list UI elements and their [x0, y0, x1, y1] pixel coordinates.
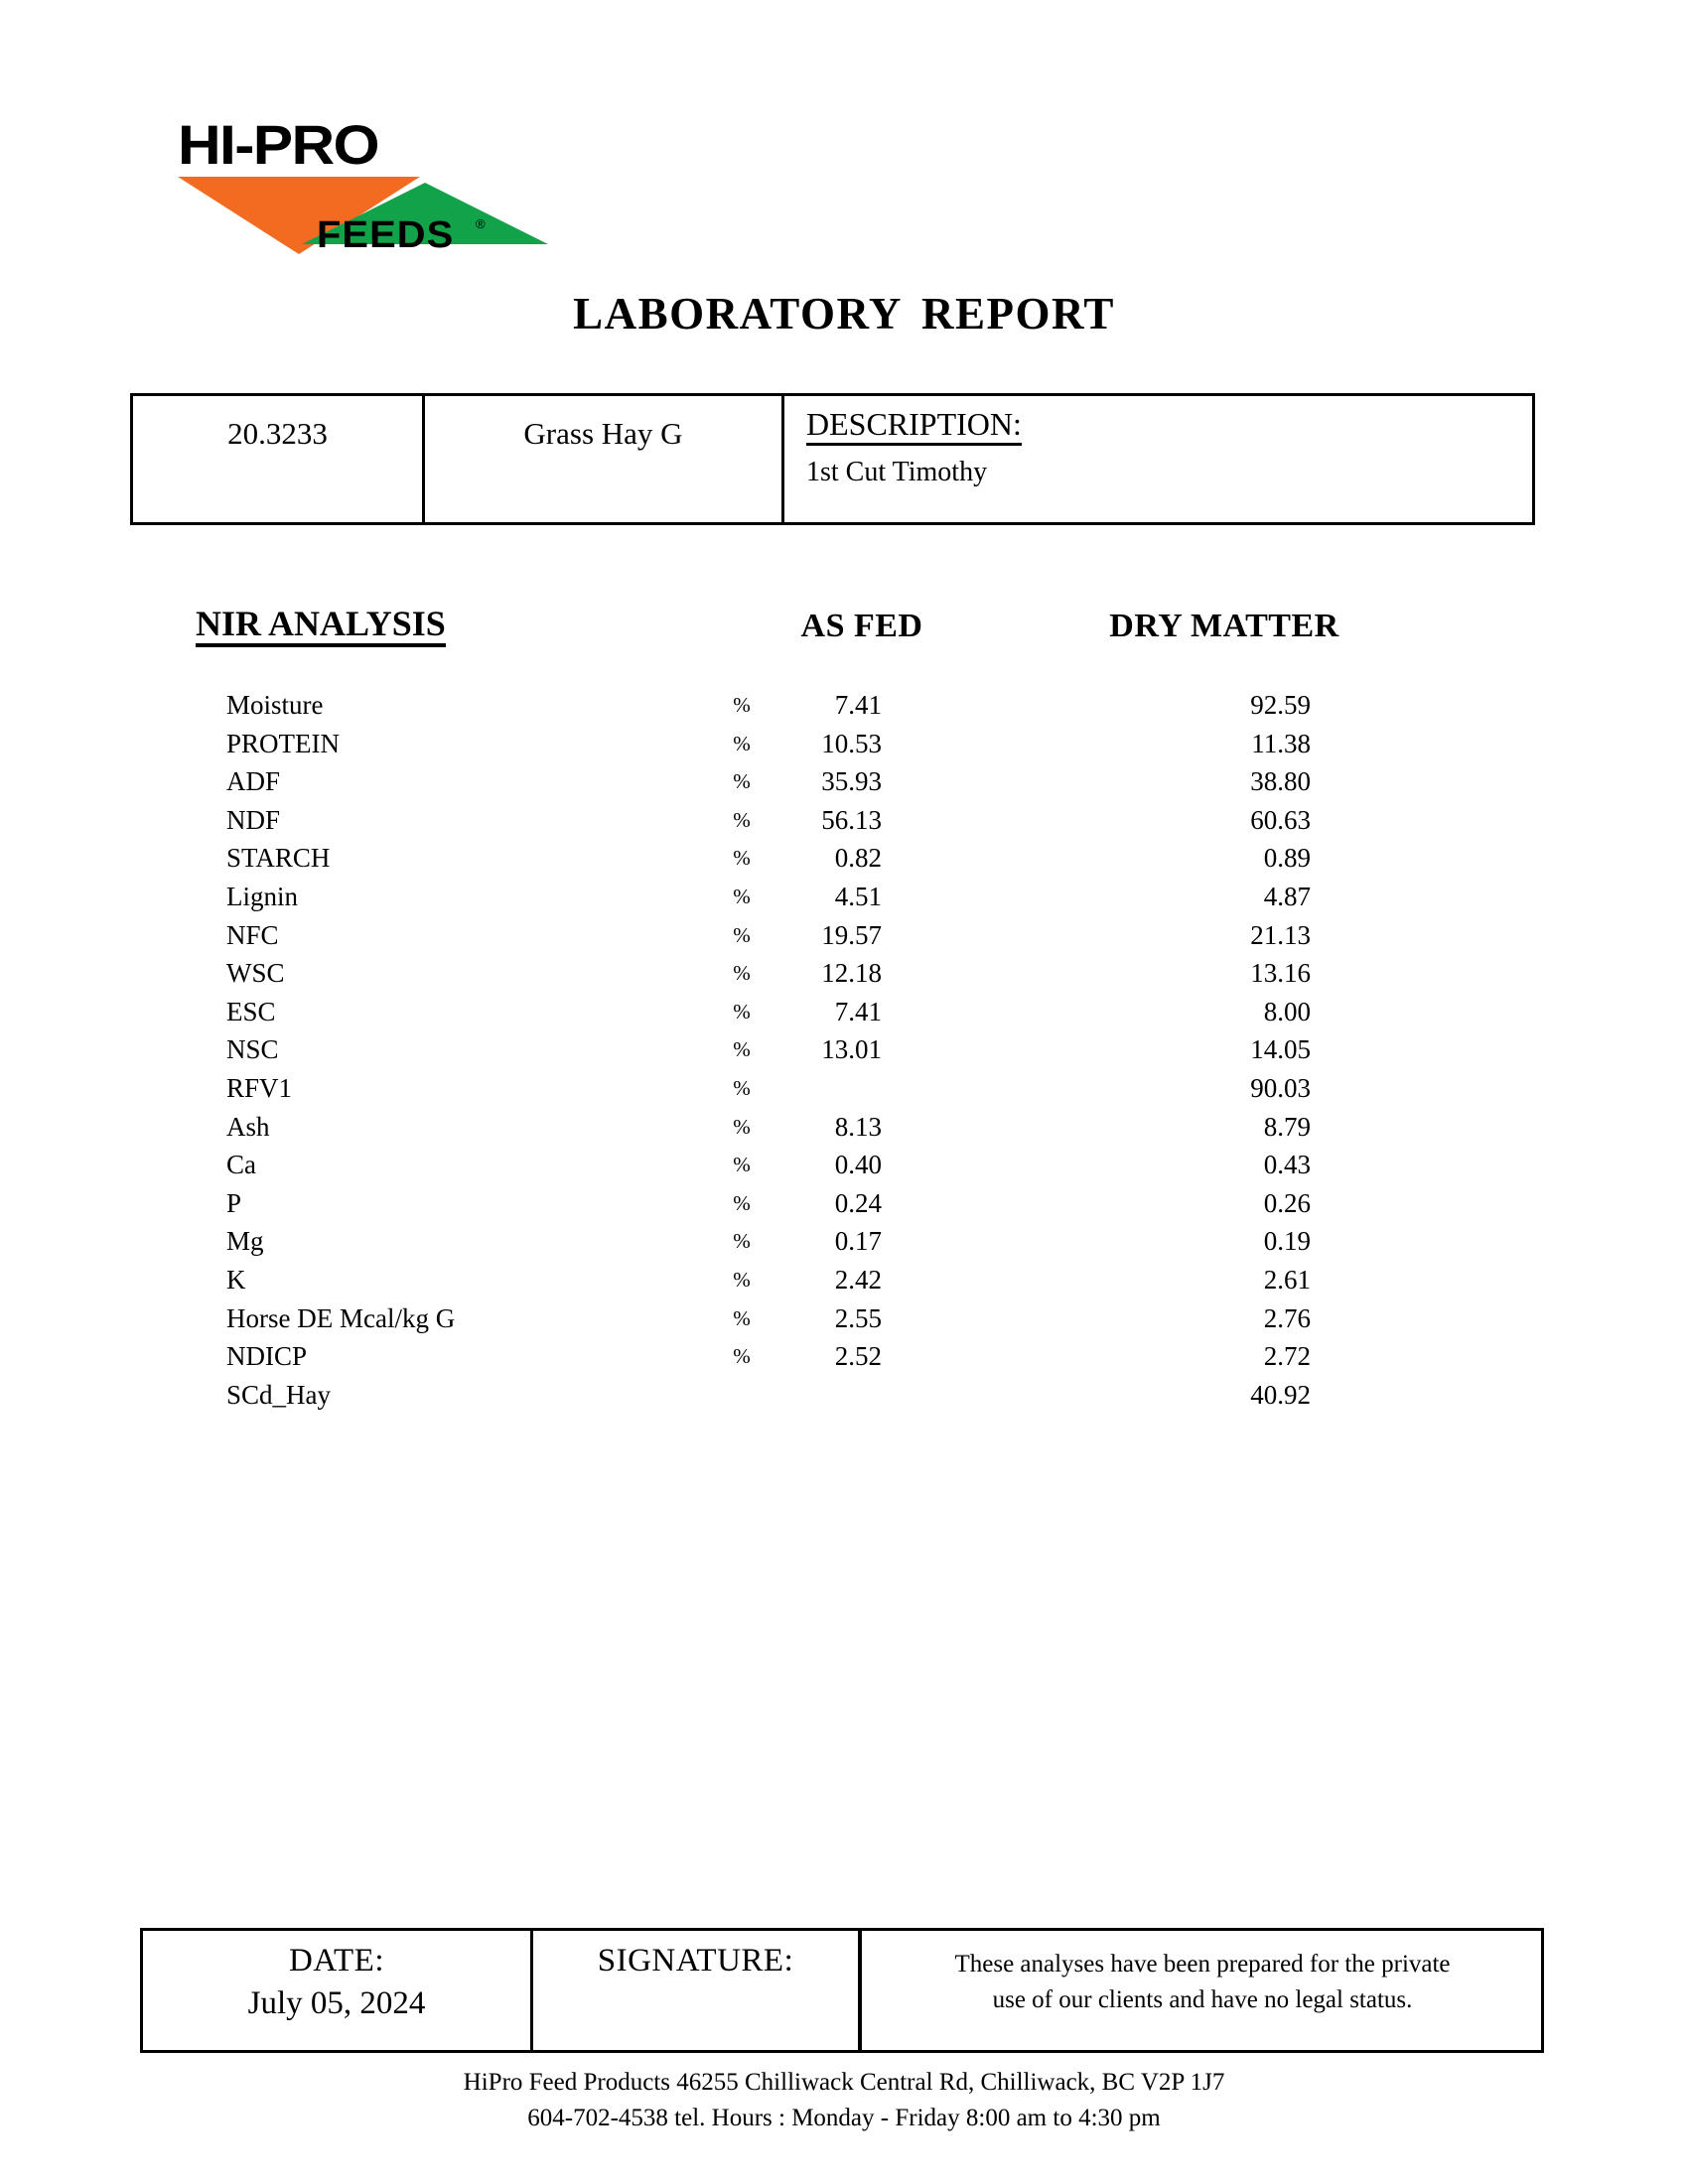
analysis-row-unit: % [733, 807, 751, 832]
disclaimer-line-1: These analyses have been prepared for the private [954, 1951, 1451, 1978]
column-header-as-fed: AS FED [800, 608, 923, 644]
analysis-row-dry-matter-value: 2.61 [1263, 1264, 1311, 1295]
analysis-row [0, 997, 1688, 1035]
analysis-row-dry-matter-value: 21.13 [1250, 919, 1311, 950]
analysis-row-as-fed-value: 19.57 [821, 919, 882, 950]
analysis-row-unit: % [733, 1267, 751, 1292]
analysis-row [0, 958, 1688, 997]
analysis-row [0, 766, 1688, 805]
analysis-row-dry-matter-value: 0.19 [1263, 1226, 1311, 1257]
logo-wordmark-hipro: HI-PRO [178, 113, 378, 176]
footer-table [140, 1928, 1544, 2053]
analysis-row-dry-matter-value: 92.59 [1250, 690, 1311, 720]
analysis-row [0, 805, 1688, 844]
analysis-row [0, 1150, 1688, 1188]
analysis-row-as-fed-value: 0.24 [834, 1187, 882, 1218]
analysis-row-as-fed-value: 7.41 [834, 996, 882, 1026]
analysis-row-label: P [226, 1187, 242, 1218]
analysis-row-dry-matter-value: 4.87 [1263, 881, 1311, 911]
analysis-row-as-fed-value: 2.52 [834, 1341, 882, 1372]
registered-trademark-icon: ® [476, 216, 486, 231]
page-title: LABORATORY REPORT [573, 289, 1115, 339]
description-label: DESCRIPTION: [806, 408, 1022, 446]
analysis-row-as-fed-value: 2.42 [834, 1264, 882, 1295]
analysis-row-unit: % [733, 1344, 751, 1369]
analysis-row-dry-matter-value: 0.43 [1263, 1150, 1311, 1180]
analysis-row-label: NDICP [226, 1341, 308, 1372]
analysis-row-dry-matter-value: 40.92 [1250, 1379, 1311, 1410]
analysis-row-label: Mg [226, 1226, 264, 1257]
analysis-row-dry-matter-value: 90.03 [1250, 1072, 1311, 1103]
analysis-row-dry-matter-value: 0.26 [1263, 1187, 1311, 1218]
analysis-row-as-fed-value: 35.93 [821, 766, 882, 797]
analysis-row-unit: % [733, 1229, 751, 1254]
sample-type-cell [425, 396, 784, 522]
analysis-row-label: NSC [226, 1034, 279, 1065]
date-label: DATE: [289, 1943, 384, 1979]
analysis-results-list [0, 690, 1688, 1418]
analysis-row-as-fed-value: 56.13 [821, 804, 882, 835]
analysis-row-unit: % [733, 961, 751, 986]
analysis-row-as-fed-value: 10.53 [821, 728, 882, 758]
analysis-row [0, 1073, 1688, 1112]
analysis-row-unit: % [733, 1153, 751, 1177]
analysis-row-label: K [226, 1264, 246, 1295]
analysis-row [0, 1226, 1688, 1265]
sample-header-table [130, 393, 1535, 525]
date-value: July 05, 2024 [247, 1985, 426, 2021]
analysis-row-unit: % [733, 1037, 751, 1062]
analysis-row-as-fed-value: 13.01 [821, 1034, 882, 1065]
analysis-row-dry-matter-value: 13.16 [1250, 958, 1311, 989]
analysis-row [0, 1034, 1688, 1073]
analysis-row [0, 882, 1688, 920]
analysis-row-dry-matter-value: 60.63 [1250, 804, 1311, 835]
analysis-row-label: Horse DE Mcal/kg G [226, 1302, 456, 1333]
analysis-row [0, 1112, 1688, 1151]
analysis-column-headers [0, 606, 1688, 653]
analysis-row [0, 1303, 1688, 1342]
analysis-row-as-fed-value: 8.13 [834, 1111, 882, 1142]
analysis-row-as-fed-value: 0.82 [834, 843, 882, 874]
disclaimer-line-2: use of our clients and have no legal status. [992, 1985, 1413, 2013]
analysis-row [0, 843, 1688, 882]
analysis-row-unit: % [733, 884, 751, 908]
column-header-dry-matter: DRY MATTER [1109, 608, 1339, 644]
analysis-row [0, 729, 1688, 767]
description-cell [784, 396, 1532, 522]
signature-cell [533, 1931, 862, 2050]
description-value: 1st Cut Timothy [806, 456, 988, 487]
analysis-row-unit: % [733, 846, 751, 871]
analysis-row-unit: % [733, 999, 751, 1024]
address-line-1: HiPro Feed Products 46255 Chilliwack Central Rd, Chilliwack, BC V2P 1J7 [463, 2069, 1225, 2096]
analysis-row-dry-matter-value: 2.72 [1263, 1341, 1311, 1372]
company-address [0, 2065, 1688, 2137]
analysis-row-label: WSC [226, 958, 285, 989]
analysis-row-label: STARCH [226, 843, 331, 874]
analysis-row-label: Lignin [226, 881, 298, 911]
analysis-row-dry-matter-value: 38.80 [1250, 766, 1311, 797]
analysis-row-unit: % [733, 769, 751, 794]
analysis-row-label: ADF [226, 766, 281, 797]
analysis-row-label: RFV1 [226, 1072, 293, 1103]
analysis-row-dry-matter-value: 0.89 [1263, 843, 1311, 874]
analysis-row-label: Ca [226, 1150, 256, 1180]
company-logo [166, 113, 493, 276]
analysis-row-label: NDF [226, 804, 281, 835]
analysis-row-label: SCd_Hay [226, 1379, 332, 1410]
analysis-row-as-fed-value: 4.51 [834, 881, 882, 911]
analysis-row-dry-matter-value: 8.79 [1263, 1111, 1311, 1142]
analysis-row-unit: % [733, 731, 751, 755]
analysis-row [0, 1265, 1688, 1303]
analysis-row-label: Ash [226, 1111, 270, 1142]
analysis-row [0, 920, 1688, 959]
analysis-row-label: Moisture [226, 690, 324, 720]
analysis-row-unit: % [733, 1190, 751, 1215]
disclaimer-cell [862, 1931, 1543, 2050]
analysis-row-dry-matter-value: 14.05 [1250, 1034, 1311, 1065]
analysis-row-as-fed-value: 0.40 [834, 1150, 882, 1180]
analysis-row [0, 1188, 1688, 1227]
logo-wordmark-feeds: FEEDS [317, 214, 455, 256]
analysis-row-label: PROTEIN [226, 728, 340, 758]
analysis-row-as-fed-value: 0.17 [834, 1226, 882, 1257]
analysis-row [0, 1380, 1688, 1419]
analysis-row-unit: % [733, 1114, 751, 1139]
analysis-row-label: NFC [226, 919, 279, 950]
analysis-row-as-fed-value: 2.55 [834, 1302, 882, 1333]
analysis-row-dry-matter-value: 11.38 [1251, 728, 1311, 758]
date-cell [143, 1931, 533, 2050]
analysis-row [0, 1341, 1688, 1380]
sample-type-value: Grass Hay G [523, 416, 683, 451]
sample-id-value: 20.3233 [227, 416, 328, 451]
analysis-row-unit: % [733, 693, 751, 717]
analysis-row-unit: % [733, 922, 751, 947]
analysis-row-dry-matter-value: 2.76 [1263, 1302, 1311, 1333]
analysis-row [0, 690, 1688, 729]
address-line-2: 604-702-4538 tel. Hours : Monday - Friday 8:00 am to 4:30 pm [527, 2105, 1161, 2132]
analysis-row-label: ESC [226, 996, 276, 1026]
analysis-row-unit: % [733, 1305, 751, 1330]
analysis-row-as-fed-value: 7.41 [834, 690, 882, 720]
analysis-row-as-fed-value: 12.18 [821, 958, 882, 989]
analysis-row-unit: % [733, 1075, 751, 1100]
nir-analysis-heading: NIR ANALYSIS [196, 606, 446, 647]
sample-id-cell [133, 396, 425, 522]
signature-label: SIGNATURE: [597, 1943, 794, 1979]
analysis-row-dry-matter-value: 8.00 [1263, 996, 1311, 1026]
